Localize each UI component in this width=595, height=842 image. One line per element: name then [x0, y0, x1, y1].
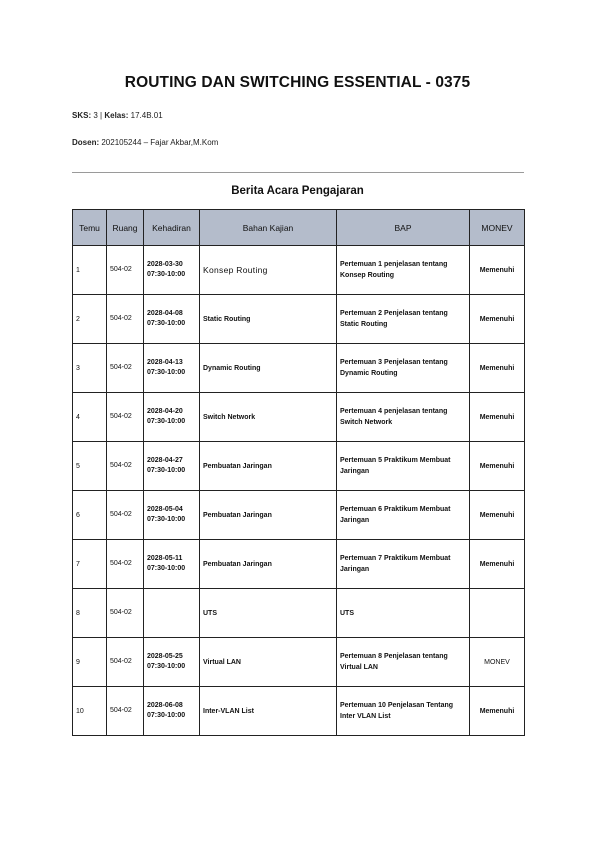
- cell-bap: Pertemuan 10 Penjelasan Tentang Inter VLAN List: [337, 687, 470, 736]
- cell-bap: Pertemuan 2 Penjelasan tentang Static Routing: [337, 295, 470, 344]
- header-temu: Temu: [73, 210, 107, 246]
- cell-temu: 8: [73, 589, 107, 638]
- table-row: [73, 295, 525, 344]
- cell-temu: 3: [73, 344, 107, 393]
- dosen-label: Dosen: [72, 138, 97, 147]
- section-title: Berita Acara Pengajaran: [231, 185, 364, 197]
- cell-bap: Pertemuan 4 penjelasan tentang Switch Network: [337, 393, 470, 442]
- table-row: [73, 491, 525, 540]
- kehadiran-date: 2028-04-08: [147, 310, 183, 317]
- cell-ruang: 504-02: [107, 393, 144, 442]
- header-kehadiran: Kehadiran: [144, 210, 200, 246]
- cell-kehadiran: [144, 638, 200, 687]
- cell-monev: [470, 589, 525, 638]
- cell-ruang: 504-02: [107, 589, 144, 638]
- lecturer-line: [72, 138, 218, 147]
- cell-bahan-kajian: UTS: [200, 589, 337, 638]
- cell-bap: Pertemuan 7 Praktikum Membuat Jaringan: [337, 540, 470, 589]
- cell-temu: 10: [73, 687, 107, 736]
- table-row: [73, 638, 525, 687]
- cell-bap: UTS: [337, 589, 470, 638]
- table-row: [73, 442, 525, 491]
- cell-monev: MONEV: [470, 638, 525, 687]
- kelas-value: 17.4B.01: [130, 111, 163, 120]
- page-title: ROUTING DAN SWITCHING ESSENTIAL - 0375: [124, 74, 471, 91]
- cell-temu: 2: [73, 295, 107, 344]
- sks-value: 3: [93, 111, 98, 120]
- table-row: [73, 344, 525, 393]
- kehadiran-time: 07:30-10:00: [147, 712, 186, 719]
- cell-bap: Pertemuan 5 Praktikum Membuat Jaringan: [337, 442, 470, 491]
- kehadiran-date: 2028-06-08: [147, 702, 183, 709]
- cell-temu: 5: [73, 442, 107, 491]
- cell-monev: Memenuhi: [470, 295, 525, 344]
- sks-label: SKS: [72, 111, 89, 120]
- separator: |: [100, 111, 103, 120]
- cell-monev: Memenuhi: [470, 344, 525, 393]
- header-bap: BAP: [337, 210, 470, 246]
- cell-kehadiran: [144, 344, 200, 393]
- cell-kehadiran: [144, 246, 200, 295]
- cell-bap: Pertemuan 1 penjelasan tentang Konsep Routing: [337, 246, 470, 295]
- cell-bahan-kajian: Pembuatan Jaringan: [200, 540, 337, 589]
- kehadiran-time: 07:30-10:00: [147, 320, 186, 327]
- cell-bahan-kajian: Static Routing: [200, 295, 337, 344]
- colon: :: [88, 111, 92, 120]
- cell-bahan-kajian: Switch Network: [200, 393, 337, 442]
- dosen-value: 202105244 – Fajar Akbar,M.Kom: [101, 138, 219, 147]
- kehadiran-date: 2028-04-13: [147, 359, 183, 366]
- cell-ruang: 504-02: [107, 344, 144, 393]
- cell-ruang: 504-02: [107, 638, 144, 687]
- cell-kehadiran: [144, 393, 200, 442]
- cell-bahan-kajian: Dynamic Routing: [200, 344, 337, 393]
- cell-monev: Memenuhi: [470, 491, 525, 540]
- colon: :: [96, 138, 100, 147]
- header-ruang: Ruang: [107, 210, 144, 246]
- cell-monev: Memenuhi: [470, 442, 525, 491]
- cell-kehadiran: [144, 589, 200, 638]
- kehadiran-time: 07:30-10:00: [147, 418, 186, 425]
- cell-ruang: 504-02: [107, 295, 144, 344]
- cell-kehadiran: [144, 442, 200, 491]
- cell-bahan-kajian: Konsep Routing: [200, 246, 337, 295]
- cell-bap: Pertemuan 3 Penjelasan tentang Dynamic Routing: [337, 344, 470, 393]
- table-row: [73, 687, 525, 736]
- table-row: [73, 246, 525, 295]
- kehadiran-date: 2028-05-11: [147, 555, 183, 562]
- cell-temu: 4: [73, 393, 107, 442]
- kehadiran-date: 2028-04-27: [147, 457, 183, 464]
- cell-ruang: 504-02: [107, 442, 144, 491]
- cell-ruang: 504-02: [107, 687, 144, 736]
- cell-kehadiran: [144, 687, 200, 736]
- cell-monev: Memenuhi: [470, 687, 525, 736]
- cell-monev: Memenuhi: [470, 246, 525, 295]
- kehadiran-date: 2028-05-25: [147, 653, 183, 660]
- header-bahan-kajian: Bahan Kajian: [200, 210, 337, 246]
- cell-ruang: 504-02: [107, 540, 144, 589]
- kelas-label: Kelas: [104, 111, 126, 120]
- cell-monev: Memenuhi: [470, 540, 525, 589]
- bap-table: [72, 209, 525, 736]
- cell-bahan-kajian: Pembuatan Jaringan: [200, 491, 337, 540]
- table-header-row: [73, 210, 525, 246]
- table-row: [73, 589, 525, 638]
- cell-temu: 1: [73, 246, 107, 295]
- kehadiran-time: 07:30-10:00: [147, 271, 186, 278]
- kehadiran-date: 2028-05-04: [147, 506, 183, 513]
- kehadiran-time: 07:30-10:00: [147, 516, 186, 523]
- kehadiran-time: 07:30-10:00: [147, 467, 186, 474]
- kehadiran-time: 07:30-10:00: [147, 369, 186, 376]
- kehadiran-date: 2028-04-20: [147, 408, 183, 415]
- cell-ruang: 504-02: [107, 491, 144, 540]
- kehadiran-time: 07:30-10:00: [147, 663, 186, 670]
- cell-bap: Pertemuan 6 Praktikum Membuat Jaringan: [337, 491, 470, 540]
- table-row: [73, 393, 525, 442]
- course-meta-line: [72, 111, 163, 120]
- cell-monev: Memenuhi: [470, 393, 525, 442]
- cell-kehadiran: [144, 540, 200, 589]
- cell-temu: 9: [73, 638, 107, 687]
- cell-bahan-kajian: Pembuatan Jaringan: [200, 442, 337, 491]
- header-monev: MONEV: [470, 210, 525, 246]
- cell-temu: 7: [73, 540, 107, 589]
- table-row: [73, 540, 525, 589]
- cell-bahan-kajian: Inter-VLAN List: [200, 687, 337, 736]
- cell-ruang: 504-02: [107, 246, 144, 295]
- cell-bap: Pertemuan 8 Penjelasan tentang Virtual LAN: [337, 638, 470, 687]
- kehadiran-time: 07:30-10:00: [147, 565, 186, 572]
- cell-kehadiran: [144, 295, 200, 344]
- cell-kehadiran: [144, 491, 200, 540]
- cell-temu: 6: [73, 491, 107, 540]
- divider: [72, 172, 524, 173]
- kehadiran-date: 2028-03-30: [147, 261, 183, 268]
- cell-bahan-kajian: Virtual LAN: [200, 638, 337, 687]
- colon: :: [125, 111, 129, 120]
